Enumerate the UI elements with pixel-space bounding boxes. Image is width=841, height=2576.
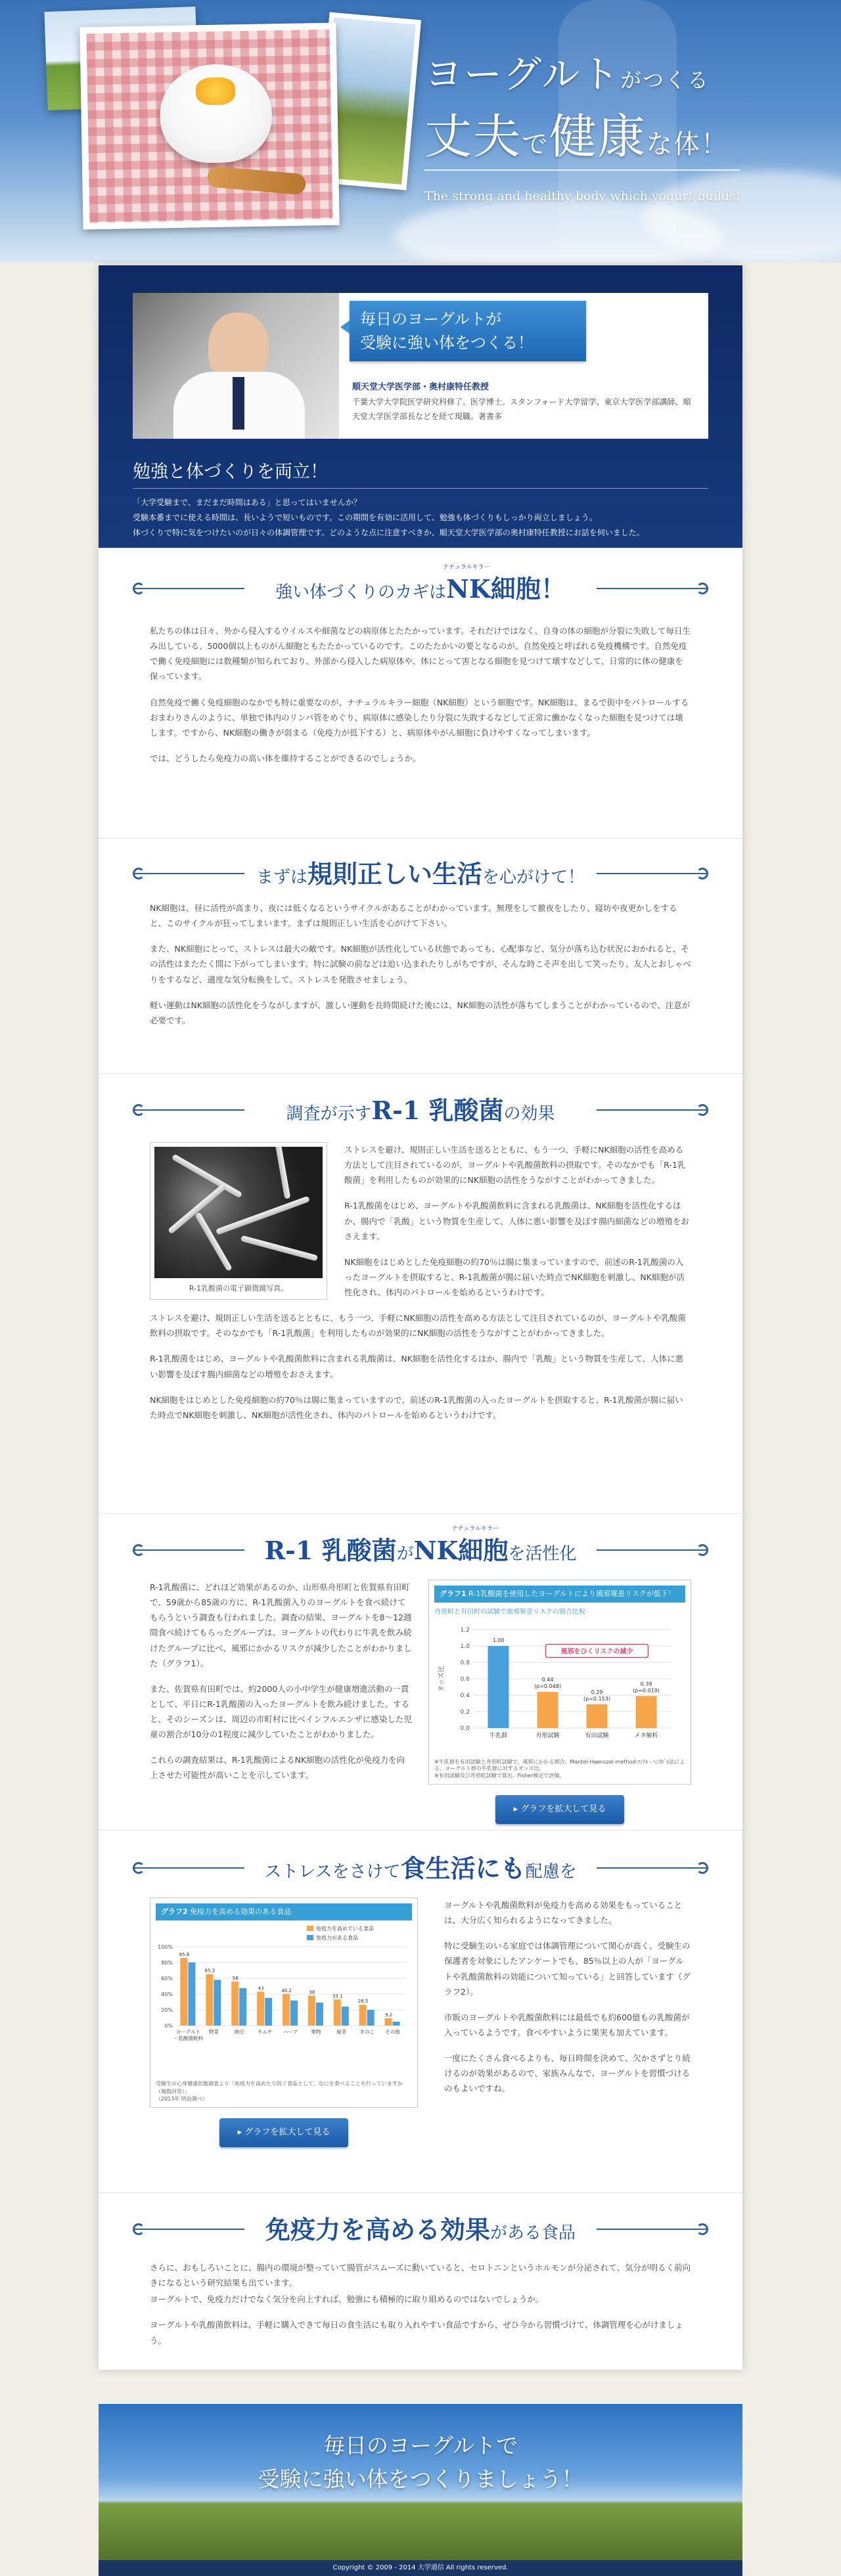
- ornament-left: [133, 869, 244, 878]
- doctor-description: 千葉大学大学院医学研究科修了。医学博士。スタンフォード大学留学、東京大学医学部講師、順天堂大学医学部長などを経て現職。著書多: [352, 397, 691, 421]
- y-tick-label: 40%: [161, 1991, 173, 1998]
- copyright: Copyright © 2009 - 2014 大学通信 All rights reserved.: [99, 2560, 742, 2576]
- page-title-line2: 丈夫で健康な体！: [424, 109, 729, 164]
- enlarge-graph1-button[interactable]: ▸ グラフを拡大して見る: [495, 1795, 625, 1824]
- data-label: 85.8: [179, 1952, 190, 1958]
- intro-text: 「大学受験まで、まだまだ時間はある」と思ってはいませんか？ 受験本番までに使える時間は、長いようで短いものです。この期間を有効に活用して、勉強も体づくりもしっかり両立しましょう。 体づくりで特に気をつけたいのが日々の体調管理です。どのような点に注意すべきか、順天堂大学医学部の奥村康特任教授にお話を伺いました。: [133, 498, 645, 537]
- main-content: [99, 265, 742, 2370]
- bar: [488, 1646, 509, 1728]
- data-label: 9.2: [384, 2012, 393, 2018]
- section-title: まずは規則正しい生活を心がけて！: [256, 858, 585, 889]
- x-tick-label: きのこ: [359, 2029, 375, 2035]
- x-tick-label: ヨーグルト: [175, 2029, 201, 2035]
- data-label: 0.44: [541, 1676, 554, 1683]
- bar: [334, 2000, 341, 2026]
- ornament-left: [133, 1545, 244, 1555]
- data-label: 26.5: [357, 1999, 369, 2005]
- ornament-left: [133, 2225, 244, 2234]
- y-tick-label: 20%: [161, 2007, 173, 2014]
- y-tick-label: 0%: [164, 2023, 173, 2030]
- bar: [214, 1980, 221, 2026]
- ornament-left: [133, 1105, 244, 1115]
- y-tick-label: 0.2: [460, 1708, 470, 1716]
- bar: [283, 1994, 290, 2026]
- legend-swatch: [307, 1935, 313, 1940]
- y-tick-label: 0.8: [460, 1659, 470, 1666]
- enlarge-graph2-button[interactable]: ▸ グラフを拡大して見る: [219, 2118, 349, 2147]
- x-tick-label: 果物: [311, 2029, 321, 2035]
- y-tick-label: 0.0: [460, 1725, 470, 1732]
- micrograph-image: [154, 1147, 323, 1278]
- section-title: 強い体づくりのカギはNK細胞！ ナチュラルキラー: [275, 564, 566, 604]
- x-tick-label: ・乳酸菌飲料: [173, 2035, 203, 2042]
- paragraph: また、NK細胞にとって、ストレスは最大の敵です。NK細胞が活性化している状態であっても、心配事など、気分が落ち込む状況におかれると、その活性はまたたく間に下がってしまいます。特に試験の前などは追い込まれたりしがちですが、そんな時こそ声を出して笑ったり、友人とおしゃべりをするなど、適度な気分転換をして、ストレスを発散させましょう。: [150, 944, 691, 985]
- paragraph: ストレスを避け、規則正しい生活を送るとともに、もう一つ、手軽にNK細胞の活性を高める方法として注目されているのが、ヨーグルトや乳酸菌飲料の摂取です。そのなかでも「R-1乳酸菌」を利用したものが効果的にNK細胞の活性をうながすことがわかってきました。: [150, 1313, 686, 1339]
- callout-text: 風邪をひくリスクの減少: [560, 1648, 633, 1656]
- bar: [206, 1974, 213, 2026]
- bar: [587, 1704, 608, 1728]
- data-label: (p=0.019): [633, 1687, 660, 1694]
- graph2-note: 受験生の心身健康状態調査より「免疫力を高めたり防ぐ食品として、なにを食べることを行っていますか（複数回答）」 （2013年 明治調べ）: [156, 2081, 403, 2102]
- graph1-chart: [434, 1623, 684, 1754]
- data-label: 43: [258, 1986, 264, 1991]
- footer-cta: 毎日のヨーグルトで 受験に強い体をつくりましょう！: [258, 2433, 583, 2493]
- ornament-right: [597, 1105, 708, 1115]
- ornament-right: [597, 1545, 708, 1555]
- paragraph: また、佐賀県有田町では、約2000人の小中学生が健康増進活動の一貫として、平日にR-1乳酸菌の入ったヨーグルトを飲み続けました。すると、そのシーズンは、周辺の市町村に比べインフルエンザに感染した児童の割合が10分の1程度に減少していたことがわかりました。: [150, 1683, 412, 1740]
- paragraph: 軽い運動はNK細胞の活性化をうながしますが、激しい運動を長時間続けた後には、NK細胞の活性が落ちてしまうことがわかっているので、注意が必要です。: [150, 1000, 691, 1025]
- x-tick-label: メタ解析: [634, 1732, 658, 1739]
- graph1-note: ※牛乳群を有田試験と舟形町試験で、風邪にかかる割合。Mantel-Haenszel method:ﾏﾝﾃﾙ・ﾍﾝｽｾﾞﾙ法による、ヨーグルト群の牛乳群に対するオッズ比。 ※有田試験及び舟形町試験で算出。Fisher検定で評価。: [434, 1758, 685, 1779]
- section-title: ストレスをさけて食生活にも配慮を: [264, 1853, 577, 1883]
- doctor-photo: [133, 293, 339, 439]
- data-label: 65.3: [204, 1968, 216, 1974]
- section-r1-activates-nk: [99, 1513, 742, 1830]
- legend-label: 免疫力を高めている食品: [316, 1926, 374, 1932]
- paragraph: これらの調査結果は、R-1乳酸菌によるNK細胞の活性化が免疫力を向上させた可能性が高いことを示しています。: [150, 1755, 405, 1781]
- y-tick-label: 1.0: [460, 1643, 470, 1650]
- paragraph: ヨーグルトで、免疫力だけでなく気分を向上すれば、勉強にも積極的に取り組めるのではないでしょうか。: [150, 2294, 544, 2305]
- paragraph: NK細胞は、昼に活性が高まり、夜には低くなるというサイクルがあることがわかっています。無理をして徹夜をしたり、寝坊や夜更かしをすると、このサイクルが狂ってしまいます。まずは規則正しい生活を心がけて下さい。: [150, 903, 677, 929]
- bar: [265, 1998, 272, 2026]
- micrograph-figure: [150, 1142, 327, 1300]
- x-tick-label: 有田試験: [585, 1732, 609, 1739]
- yogurt-photo: [80, 23, 339, 230]
- paragraph: R-1乳酸菌に、どれほど効果があるのか、山形県舟形町と佐賀県有田町で、59歳から85歳の方に、R-1乳酸菌入りのヨーグルトを食べ続けてもらうという調査も行われました。調査の結果、ヨーグルトを8〜12週間食べ続けてもらったグループは、ヨーグルトの代わりに牛乳を飲み続けたグループに比べ、風邪にかかるリスクが減少したことがわかりました（グラフ1）。: [150, 1582, 412, 1668]
- ornament-right: [597, 869, 708, 878]
- bar: [257, 1992, 264, 2026]
- paragraph: 市販のヨーグルトや乳酸菌飲料には最低でも約600億もの乳酸菌が入っているようです。食べやすいように果実も加えています。: [444, 2012, 690, 2037]
- bar: [231, 1982, 239, 2026]
- section-title: 免疫力を高める効果がある食品: [265, 2214, 576, 2244]
- graph1-subtitle: 舟形町と有田町の試験で風邪罹患リスクの割合比較: [434, 1609, 585, 1616]
- legend-label: 免疫力がある食品: [316, 1935, 358, 1942]
- bar: [290, 2001, 298, 2026]
- data-label: 1.00: [492, 1637, 505, 1643]
- x-tick-label: キムチ: [257, 2029, 273, 2035]
- page-title-line1: ヨーグルトがつくる: [424, 52, 710, 97]
- doctor-card: [133, 293, 708, 439]
- paragraph: ヨーグルトや乳酸菌飲料が免疫力を高める効果をもっていることは、大分広く知られるようになってきました。: [444, 1900, 683, 1926]
- data-label: 33.1: [332, 1993, 343, 1999]
- paragraph: R-1乳酸菌をはじめ、ヨーグルトや乳酸菌飲料に含まれる乳酸菌は、NK細胞を活性化するほか、腸内で「乳酸」という物質を生産して、人体に悪い影響を及ぼす腸内細菌などの増殖をおさえます。: [344, 1201, 689, 1241]
- legend-swatch: [307, 1926, 313, 1931]
- y-tick-label: 1.2: [460, 1626, 470, 1633]
- ornament-right: [597, 2225, 708, 2234]
- graph2-box: [150, 1898, 418, 2108]
- data-label: (p=0.048): [534, 1683, 561, 1689]
- paragraph: ヨーグルトや乳酸菌飲料は、手軽に購入できて毎日の食生活にも取り入れやすい食品ですから、ぜひ今から習慣づけて、体調管理を心がけましょう。: [150, 2320, 683, 2345]
- x-tick-label: 舟形試験: [535, 1732, 560, 1739]
- footer-banner: [99, 2404, 742, 2565]
- page-subtitle-en: The strong and healthy body which yogurt builds!: [424, 189, 741, 204]
- paragraph: 一度にたくさん食べるよりも、毎日時間を決めて、欠かさずとり続けるのが効果があるので、家族みんなで、ヨーグルトを習慣づけるのもよいですね。: [444, 2053, 691, 2094]
- bar: [308, 1996, 315, 2026]
- graph1-box: [428, 1580, 691, 1785]
- bar: [537, 1692, 558, 1728]
- y-tick-label: 0.4: [460, 1692, 470, 1699]
- y-tick-label: 0.6: [460, 1676, 470, 1683]
- bar: [342, 2007, 349, 2026]
- x-tick-label: ハーブ: [283, 2029, 298, 2035]
- bar: [385, 2018, 392, 2026]
- ornament-left: [133, 584, 244, 593]
- micrograph-caption: R-1乳酸菌の電子顕微鏡写真。: [189, 1284, 288, 1293]
- intro-section: [99, 265, 742, 548]
- data-label: 40.2: [281, 1988, 292, 1994]
- ornament-right: [597, 584, 708, 593]
- section-title: R-1 乳酸菌がNK細胞を活性化 ナチュラルキラー: [264, 1525, 577, 1565]
- bar: [239, 1988, 246, 2026]
- x-tick-label: その他: [385, 2029, 400, 2035]
- paragraph: 特に受験生のいる家庭では体調管理について関心が高く、受験生の保護者を対象にしたアンケートでも、85％以上の人が「ヨーグルトや乳酸菌飲料の効能について知っている」と回答しています（グラフ2）。: [444, 1941, 691, 1997]
- x-tick-label: 緑茶: [336, 2029, 347, 2035]
- section-immunity-foods: [99, 2192, 742, 2370]
- x-tick-label: 牛乳群: [489, 1732, 508, 1739]
- section-nk-cells: [99, 548, 742, 838]
- paragraph: 自然免疫で働く免疫細胞のなかでも特に重要なのが、ナチュラルキラー細胞（NK細胞）という細胞です。NK細胞は、まるで街中をパトロールするおまわりさんのように、単独で体内のリンパ管をめぐり、病原体に感染したり分裂に失敗するなどして正常に働かなくなった細胞を見つけては壊します。ですから、NK細胞の働きが弱まる（免疫力が低下する）と、病原体やがん細胞に負けやすくなってしまいます。: [150, 697, 689, 738]
- section-regular-life: [99, 838, 742, 1073]
- bar: [393, 2022, 400, 2026]
- y-tick-label: 100%: [158, 1944, 173, 1951]
- doctor-quote: 毎日のヨーグルトが 受験に強い体をつくる！: [350, 301, 586, 361]
- bar: [359, 2005, 367, 2026]
- header-banner: [0, 0, 841, 263]
- y-axis-label: オッズ比: [438, 1665, 445, 1692]
- section-diet: [99, 1830, 742, 2192]
- bar: [636, 1696, 657, 1728]
- doctor-name: 順天堂大学医学部・奥村康特任教授: [352, 382, 489, 392]
- y-tick-label: 60%: [161, 1976, 173, 1982]
- graph1-title: グラフ1 R-1乳酸菌を使用したヨーグルトにより風邪罹患リスクが低下！: [434, 1586, 685, 1603]
- x-tick-label: 納豆: [234, 2029, 244, 2035]
- data-label: (p=0.153): [583, 1695, 610, 1702]
- graph2-chart: [156, 1921, 412, 2076]
- paragraph: さらに、おもしろいことに、腸内の環境が整っていて腸管がスムーズに動いていると、セロトニンというホルモンが分泌されて、気分が明るく前向きになるという研究結果も出ています。: [150, 2263, 691, 2288]
- y-tick-label: 80%: [161, 1960, 173, 1966]
- x-tick-label: 野菜: [208, 2029, 219, 2035]
- data-label: 0.29: [591, 1689, 603, 1695]
- paragraph: では、どうしたら免疫力の高い体を維持することができるのでしょうか。: [150, 753, 421, 763]
- bar: [316, 2003, 323, 2026]
- paragraph: R-1乳酸菌をはじめ、ヨーグルトや乳酸菌飲料に含まれる乳酸菌は、NK細胞を活性化するほか、腸内で「乳酸」という物質を生産して、人体に悪い影響を及ぼす腸内細菌などの増殖をおさえます。: [150, 1354, 684, 1379]
- graph2-title: グラフ2 免疫力を高める効果のある食品: [156, 1903, 412, 1921]
- section-r1-effect: [99, 1073, 742, 1513]
- paragraph: NK細胞をはじめとした免疫細胞の約70％は腸に集まっていますので、前述のR-1乳酸菌の入ったヨーグルトを摂取すると、R-1乳酸菌が腸に届いた時点でNK細胞を刺激し、NK細胞が活性化され、体内のパトロールを始めるというわけです。: [344, 1256, 685, 1297]
- title-divider: [424, 169, 740, 171]
- bar: [367, 2010, 375, 2026]
- data-label: 0.39: [640, 1681, 652, 1687]
- intro-heading: 勉強と体づくりを両立！: [133, 457, 708, 489]
- ornament-left: [133, 1863, 244, 1873]
- ornament-right: [597, 1863, 708, 1873]
- paragraph: ストレスを避け、規則正しい生活を送るとともに、もう一つ、手軽にNK細胞の活性を高める方法として注目されているのが、ヨーグルトや乳酸菌飲料の摂取です。そのなかでも「R-1乳酸菌」を利用したものが効果的にNK細胞の活性をうながすことがわかってきました。: [344, 1145, 686, 1186]
- data-label: 38: [309, 1989, 315, 1995]
- bar: [180, 1958, 187, 2026]
- data-label: 56: [232, 1976, 239, 1982]
- paragraph: 私たちの体は日々、外から侵入するウイルスや細菌などの病原体とたたかっています。それだけではなく、自身の体の細胞が分裂に失敗して毎日生み出している、5000個以上ものがん細胞ともたたかっているのです。このたたかいの要となるのが、自然免疫と呼ばれる免疫機構です。自然免疫で働く免疫細胞には数種類が知られており、外部から侵入した病原体や、体にとって害となる細胞を見つけて壊すなどして、日常的に体の健康を保っています。: [150, 626, 691, 682]
- section-title: 調査が示すR-1 乳酸菌の効果: [286, 1095, 555, 1125]
- bar: [188, 1963, 195, 2026]
- paragraph: NK細胞をはじめとした免疫細胞の約70％は腸に集まっていますので、前述のR-1乳酸菌の入ったヨーグルトを摂取すると、R-1乳酸菌が腸に届いた時点でNK細胞を刺激し、NK細胞が活性化され、体内のパトロールを始めるというわけです。: [150, 1394, 683, 1420]
